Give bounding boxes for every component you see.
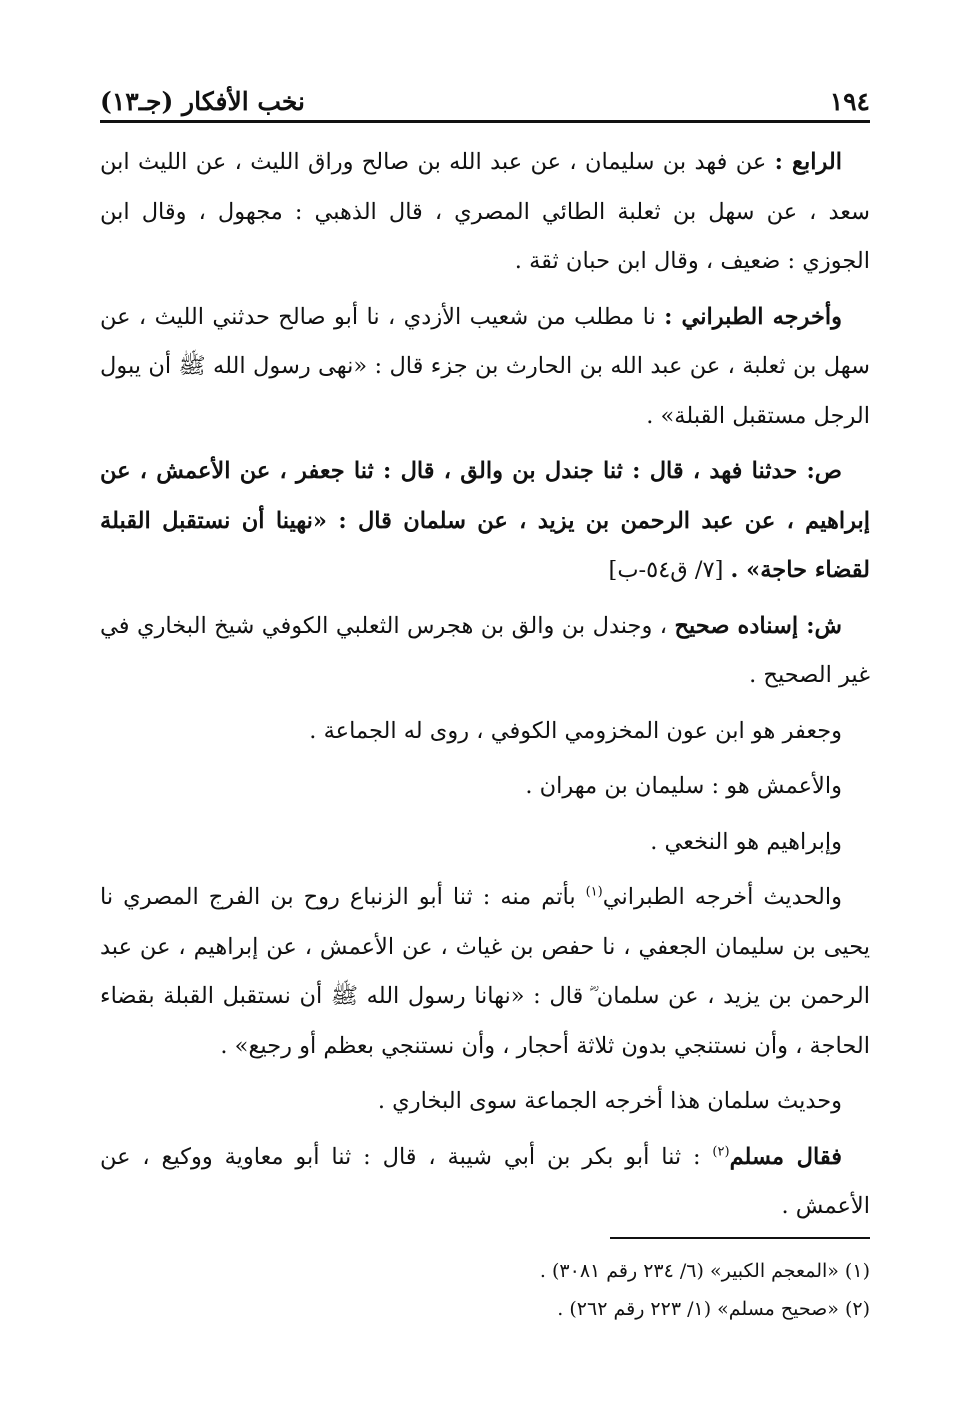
footnote: (٢) «صحيح مسلم» (١/ ٢٢٣ رقم ٢٦٢) .	[557, 1298, 870, 1320]
book-title: نخب الأفكار (جـ١٣)	[100, 87, 306, 116]
header-rule	[100, 120, 870, 123]
manuscript-ref: [٧/ ق٥٤-ب]	[608, 557, 731, 583]
paragraph: وإبراهيم هو النخعي .	[650, 828, 842, 855]
paragraph	[100, 447, 870, 596]
paragraph: فقال مسلم$^{(٢)}$ : ثنا أبو بكر بن أبي شيبة ، قال : ثنا أبو معاوية ووكيع ، عن الأعمش .	[100, 1143, 870, 1219]
footnote-rule	[610, 1237, 870, 1239]
footnotes	[100, 1252, 870, 1328]
paragraph: ش: إسناده صحيح ، وجندل بن والق بن هجرس الثعلبي الكوفي شيخ البخاري في غير الصحيح .	[100, 612, 870, 688]
footnote-marker: (١)	[585, 884, 603, 900]
paragraph: والحديث أخرجه الطبراني$^{(١)}$ بأتم منه : ثنا أبو الزنباع روح بن الفرج المصري نا يحيى بن سليمان الجعفي ، نا حفص بن غياث ، عن الأعمش ، عن إبراهيم ، عن عبد الرحمن بن يزيد ، عن سلمان ؓ قال : «نهانا رسول الله ﷺ أن نستقبل القبلة بقضاء الحاجة ، وأن نستنجي بدون ثلاثة أحجار ، وأن نستنجي بعظم أو رجيع» .	[100, 884, 870, 1059]
footnote: (١) «المعجم الكبير» (٦/ ٢٣٤ رقم ٣٠٨١) .	[539, 1260, 870, 1282]
paragraph: وحديث سلمان هذا أخرجه الجماعة سوى البخاري .	[377, 1088, 842, 1114]
paragraph-label: وأخرجه الطبراني :	[664, 303, 842, 330]
paragraph: الرابع : عن فهد بن سليمان ، عن عبد الله بن صالح وراق الليث ، عن الليث ابن سعد ، عن سهل بن ثعلبة الطائي المصري ، قال الذهبي : مجهول ، وقال ابن الجوزي : ضعيف ، وقال ابن حبان ثقة .	[100, 149, 870, 274]
paragraph: والأعمش هو : سليمان بن مهران .	[525, 773, 842, 799]
paragraph-label: فقال مسلم	[729, 1143, 842, 1170]
paragraph: وأخرجه الطبراني : نا مطلب من شعيب الأزدي ، نا أبو صالح حدثني الليث ، عن سهل بن ثعلبة ، عن عبد الله بن الحارث بن جزء قال : «نهى رسول الله ﷺ أن يبول الرجل مستقبل القبلة» .	[100, 303, 870, 429]
paragraph-label: ش: إسناده صحيح	[674, 612, 843, 639]
running-header	[100, 70, 870, 116]
paragraph: وجعفر هو ابن عون المخزومي الكوفي ، روى له الجماعة .	[309, 717, 842, 744]
paragraph-label: الرابع :	[774, 149, 842, 175]
main-text	[100, 138, 870, 1238]
hadith-text: ص: حدثنا فهد ، قال : ثنا جندل بن والق ، قال : ثنا جعفر ، عن الأعمش ، عن إبراهيم ، عن عبد الرحمن بن يزيد ، عن سلمان قال : «نهينا أن نستقبل القبلة لقضاء حاجة» .	[100, 458, 870, 583]
footnote-marker: (٢)	[712, 1144, 730, 1159]
page-number: ١٩٤	[829, 87, 870, 116]
